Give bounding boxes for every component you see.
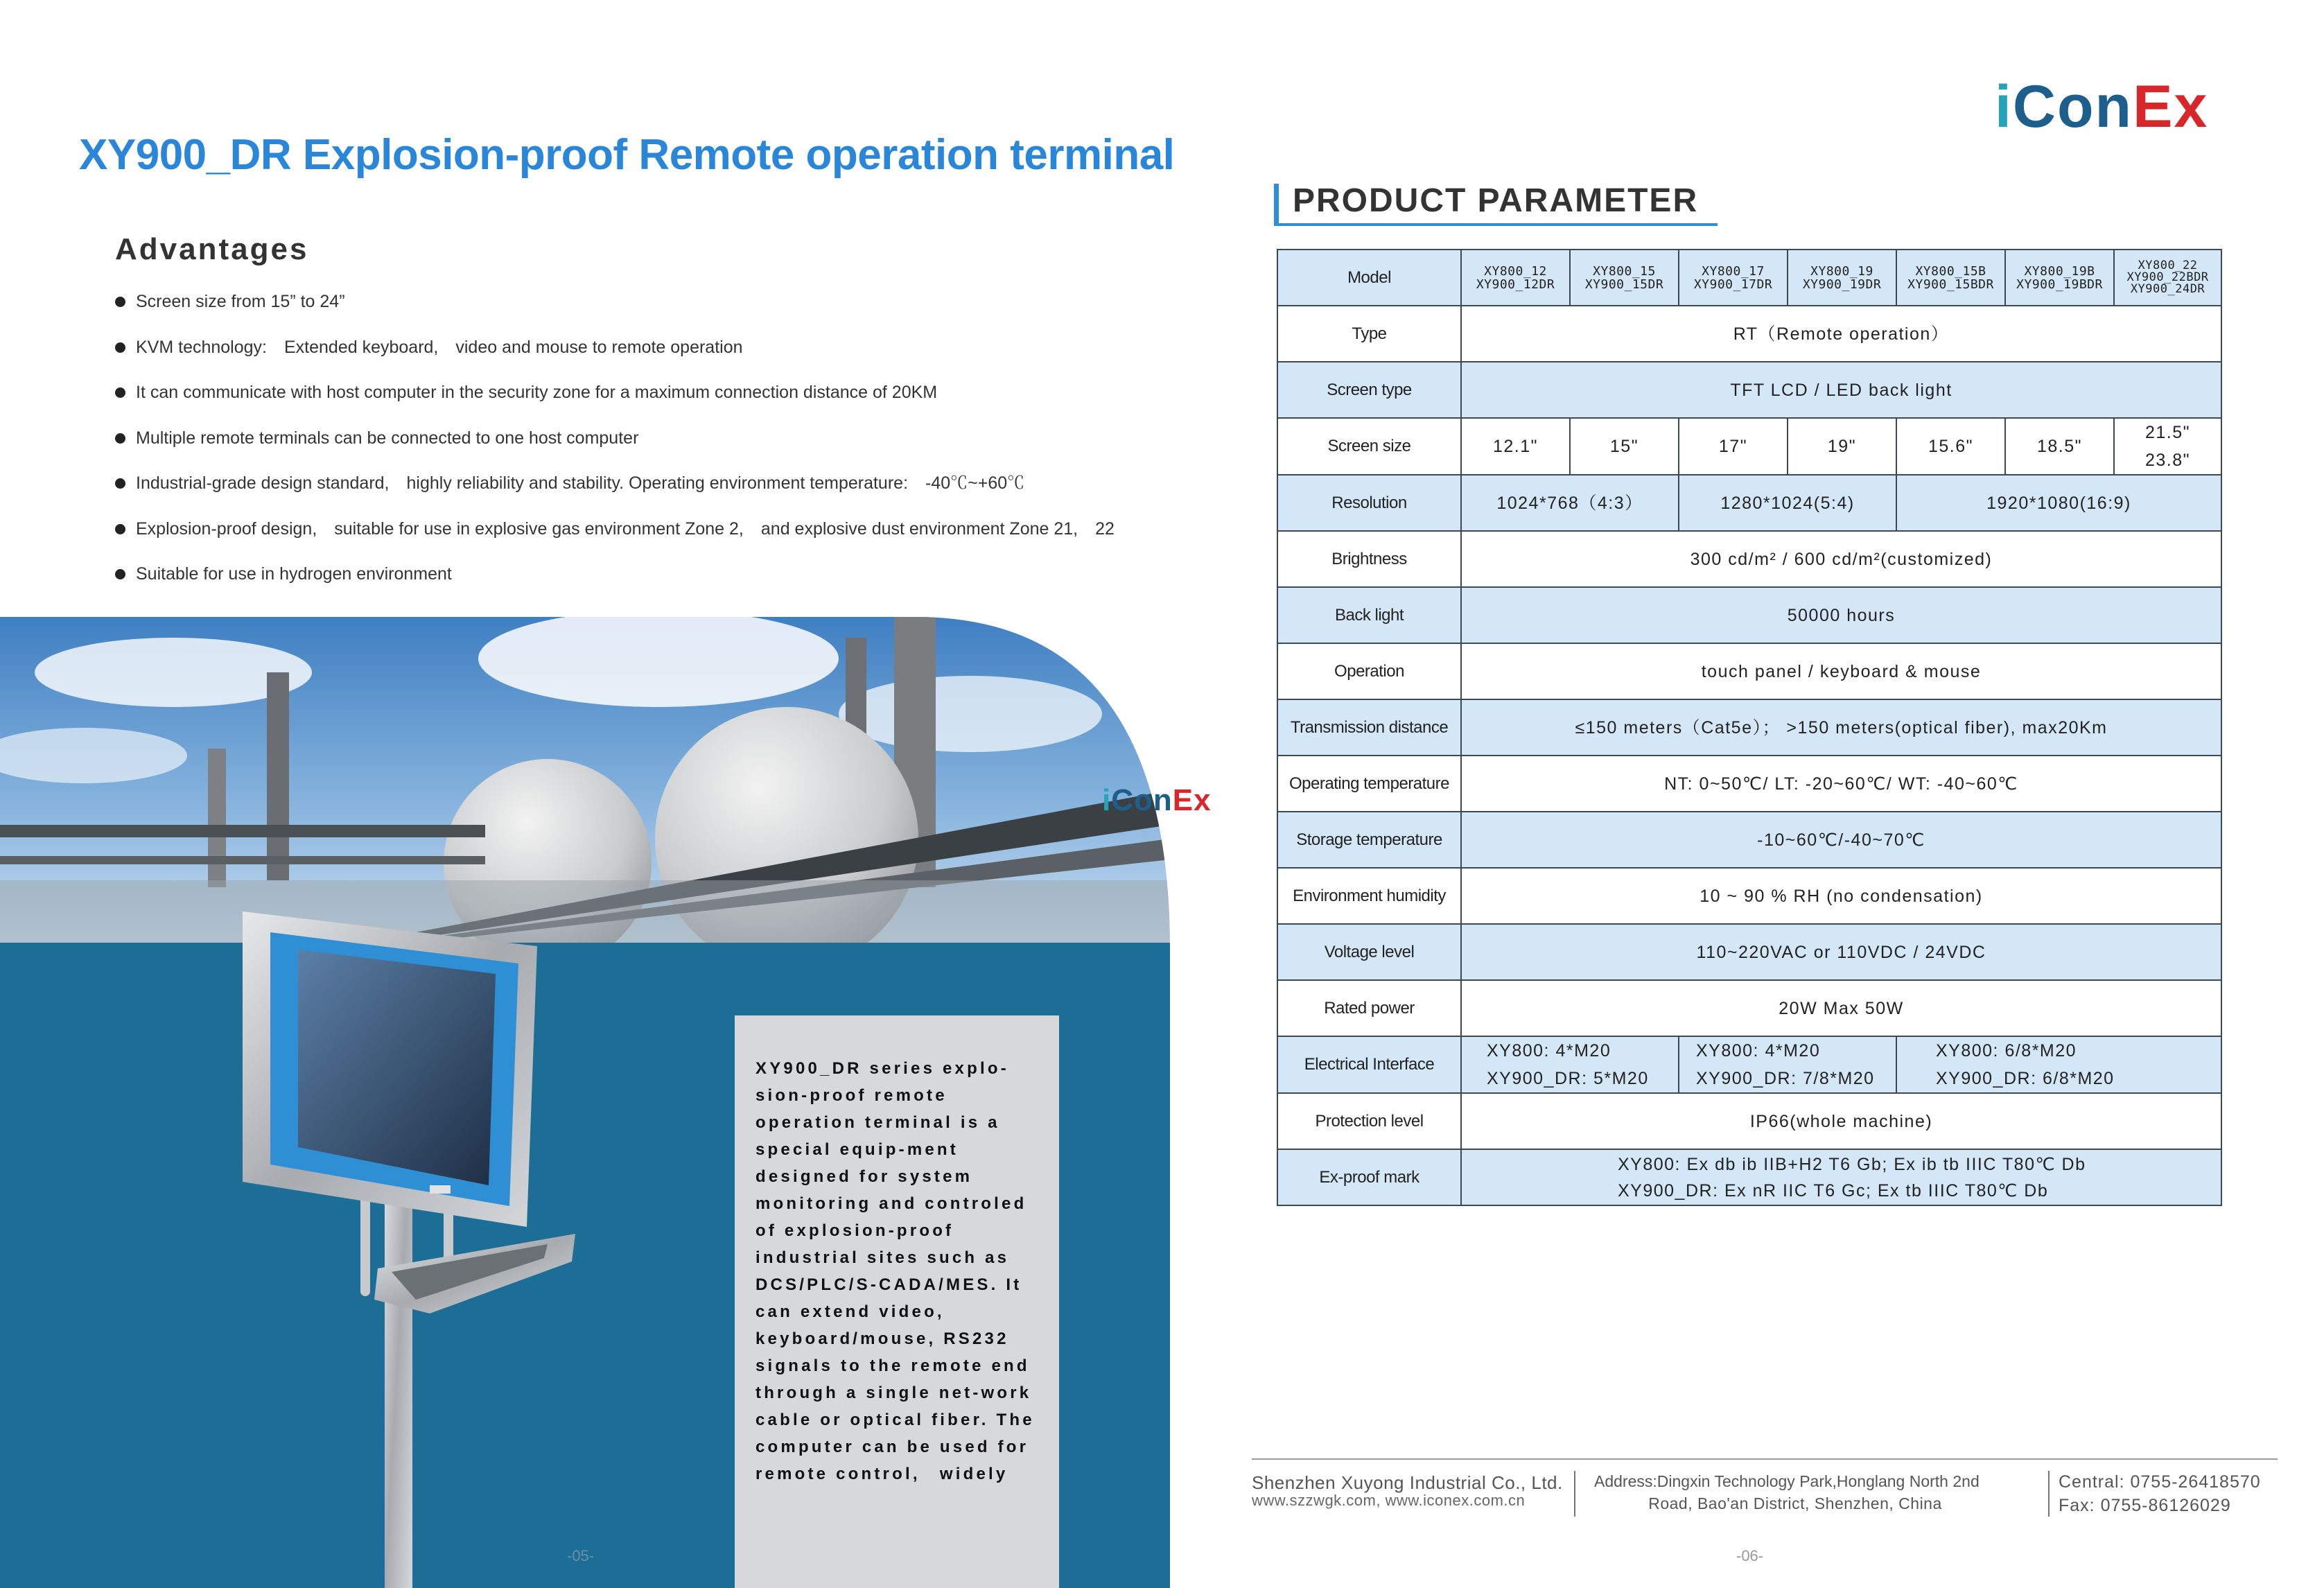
logo-con: Con	[2012, 73, 2133, 140]
voltage-value: 110~220VAC or 110VDC / 24VDC	[1461, 924, 2221, 980]
row-humidity	[1277, 868, 2221, 924]
screen-type-value: TFT LCD / LED back light	[1461, 362, 2221, 418]
model-name: XY800_12	[1484, 263, 1547, 279]
electrical-line: XY900_DR: 5*M20	[1487, 1069, 1649, 1088]
row-label: Resolution	[1277, 475, 1461, 531]
footer-address-line1: Address:Dingxin Technology Park,Honglang North 2nd	[1594, 1472, 1980, 1490]
model-name: XY800_19	[1810, 263, 1873, 279]
model-name: XY800_17	[1702, 263, 1765, 279]
model-cell	[1679, 250, 1788, 306]
model-cell	[1788, 250, 1896, 306]
resolution-cell: 1024*768（4:3）	[1461, 475, 1679, 531]
ex-proof-line: XY800: Ex db ib IIB+H2 T6 Gb; Ex ib tb IIIC T80℃ Db	[1618, 1154, 2086, 1174]
model-cell	[1461, 250, 1570, 306]
operation-value: touch panel / keyboard & mouse	[1461, 643, 2221, 699]
row-label: Screen size	[1277, 418, 1461, 475]
row-brightness	[1277, 531, 2221, 587]
transmission-value: ≤150 meters（Cat5e）； >150 meters(optical fiber), max20Km	[1461, 699, 2221, 756]
resolution-cell: 1920*1080(16:9)	[1896, 475, 2221, 531]
electrical-line: XY800: 4*M20	[1487, 1041, 1611, 1061]
advantage-item: Explosion-proof design, suitable for use in explosive gas environment Zone 2, and explosive dust environment Zone 21, 22	[114, 515, 1237, 561]
footer-separator	[2048, 1471, 2050, 1517]
row-label: Brightness	[1277, 531, 1461, 587]
advantages-heading: Advantages	[115, 232, 309, 266]
model-name: XY900_22BDR	[2126, 270, 2209, 284]
resolution-cell: 1280*1024(5:4)	[1679, 475, 1896, 531]
row-label: Voltage level	[1277, 924, 1461, 980]
model-name: XY900_19BDR	[2016, 277, 2103, 292]
footer-company: Shenzhen Xuyong Industrial Co., Ltd.	[1252, 1472, 1563, 1493]
footer-central-phone: Central: 0755-26418570	[2059, 1472, 2261, 1492]
humidity-value: 10 ~ 90 % RH (no condensation)	[1461, 868, 2221, 924]
section-underline	[1274, 223, 1718, 226]
model-name: XY800_15B	[1915, 263, 1986, 279]
row-backlight	[1277, 587, 2221, 643]
screen-size-cell: 12.1"	[1461, 418, 1570, 475]
page-title: XY900_DR Explosion-proof Remote operation terminal	[79, 131, 1175, 179]
protection-value: IP66(whole machine)	[1461, 1093, 2221, 1149]
row-resolution	[1277, 475, 2221, 531]
row-ex-proof-mark	[1277, 1149, 2221, 1205]
row-label: Transmission distance	[1277, 699, 1461, 756]
row-operating-temperature	[1277, 756, 2221, 812]
footer-divider	[1252, 1458, 2278, 1460]
electrical-line: XY900_DR: 6/8*M20	[1936, 1069, 2115, 1088]
row-label: Electrical Interface	[1277, 1036, 1461, 1093]
photo-logo: iConEx	[1102, 783, 1212, 817]
model-name: XY900_19DR	[1802, 277, 1882, 292]
model-name: XY800_15	[1593, 263, 1656, 279]
row-label: Operation	[1277, 643, 1461, 699]
model-name: XY900_15BDR	[1907, 277, 1994, 292]
description-text: XY900_DR series explo-sion-proof remote operation terminal is a special equip-ment designed for system monitoring and controled of explosion-proof industrial sites such as DCS/PLC/S-CADA/MES. It can extend video, keyboard/mouse, RS232 signals to the remote end through a single net-work cable or optical fiber. The computer can be used for remote control, widely	[755, 1059, 1035, 1483]
ex-proof-line: XY900_DR: Ex nR IIC T6 Gc; Ex tb IIIC T80℃ Db	[1618, 1180, 2049, 1201]
page-number-left: -05-	[567, 1547, 595, 1564]
section-accent-bar	[1274, 184, 1279, 225]
row-screen-type	[1277, 362, 2221, 418]
electrical-line: XY800: 6/8*M20	[1936, 1041, 2077, 1061]
type-value: RT（Remote operation）	[1461, 306, 2221, 362]
screen-size-cell: 18.5"	[2005, 418, 2114, 475]
electrical-line: XY800: 4*M20	[1696, 1041, 1821, 1061]
row-label: Type	[1277, 306, 1461, 362]
row-label: Model	[1277, 250, 1461, 306]
model-name: XY900_17DR	[1693, 277, 1773, 292]
brightness-value: 300 cd/m² / 600 cd/m²(customized)	[1461, 531, 2221, 587]
row-electrical-interface	[1277, 1036, 2221, 1093]
row-label: Ex-proof mark	[1277, 1149, 1461, 1205]
logo-ex: Ex	[2133, 73, 2209, 140]
row-label: Environment humidity	[1277, 868, 1461, 924]
brand-logo	[1995, 73, 2208, 141]
screen-size-line: 21.5"	[2144, 423, 2191, 442]
row-screen-size	[1277, 418, 2221, 475]
backlight-value: 50000 hours	[1461, 587, 2221, 643]
model-cell	[1570, 250, 1679, 306]
footer-fax: Fax: 0755-86126029	[2059, 1496, 2231, 1515]
footer-separator	[1574, 1471, 1575, 1517]
row-voltage	[1277, 924, 2221, 980]
screen-size-cell: 19"	[1788, 418, 1896, 475]
electrical-line: XY900_DR: 7/8*M20	[1696, 1069, 1875, 1088]
logo-i: i	[1995, 73, 2013, 140]
row-transmission	[1277, 699, 2221, 756]
row-storage-temperature	[1277, 812, 2221, 868]
electrical-cell	[1896, 1036, 2221, 1093]
row-label: Rated power	[1277, 980, 1461, 1036]
page-number-right: -06-	[1736, 1547, 1764, 1564]
model-name: XY900_24DR	[2130, 282, 2205, 296]
screen-size-line: 23.8"	[2144, 451, 2191, 470]
row-label: Screen type	[1277, 362, 1461, 418]
screen-size-cell: 15.6"	[1896, 418, 2005, 475]
screen-size-cell: 15"	[1570, 418, 1679, 475]
model-name: XY900_12DR	[1476, 277, 1555, 292]
model-name: XY900_15DR	[1584, 277, 1664, 292]
row-model	[1277, 250, 2221, 306]
storage-temperature-value: -10~60℃/-40~70℃	[1461, 812, 2221, 868]
row-label: Protection level	[1277, 1093, 1461, 1149]
screen-size-cell: 17"	[1679, 418, 1788, 475]
electrical-cell	[1679, 1036, 1896, 1093]
ex-proof-cell	[1461, 1149, 2221, 1205]
model-cell	[1896, 250, 2005, 306]
electrical-cell	[1461, 1036, 1679, 1093]
footer-websites: www.szzwgk.com, www.iconex.com.cn	[1252, 1492, 1526, 1509]
model-cell	[2114, 250, 2221, 306]
advantage-item: It can communicate with host computer in the security zone for a maximum connection distance of 20KM	[114, 378, 1237, 424]
advantage-item: Suitable for use in hydrogen environment	[114, 560, 1237, 606]
footer-address-line2: Road, Bao'an District, Shenzhen, China	[1648, 1494, 1942, 1512]
advantage-item: Screen size from 15” to 24”	[114, 288, 1237, 333]
model-name: XY800_22	[2138, 259, 2198, 272]
section-title: PRODUCT PARAMETER	[1293, 182, 1699, 219]
advantage-item: KVM technology: Extended keyboard, video and mouse to remote operation	[114, 333, 1237, 379]
row-rated-power	[1277, 980, 2221, 1036]
model-cell	[2005, 250, 2114, 306]
advantages-list	[114, 288, 1237, 606]
operating-temperature-value: NT: 0~50℃/ LT: -20~60℃/ WT: -40~60℃	[1461, 756, 2221, 812]
rated-power-value: 20W Max 50W	[1461, 980, 2221, 1036]
advantage-item: Multiple remote terminals can be connected to one host computer	[114, 424, 1237, 470]
row-label: Back light	[1277, 587, 1461, 643]
row-operation	[1277, 643, 2221, 699]
screen-size-cell	[2114, 418, 2221, 475]
model-name: XY800_19B	[2024, 263, 2095, 279]
parameter-table	[1277, 249, 2222, 1206]
row-protection-level	[1277, 1093, 2221, 1149]
row-label: Storage temperature	[1277, 812, 1461, 868]
row-type	[1277, 306, 2221, 362]
row-label: Operating temperature	[1277, 756, 1461, 812]
advantage-item: Industrial-grade design standard, highly reliability and stability. Operating environment temperature: -40℃~+60℃	[114, 469, 1237, 515]
